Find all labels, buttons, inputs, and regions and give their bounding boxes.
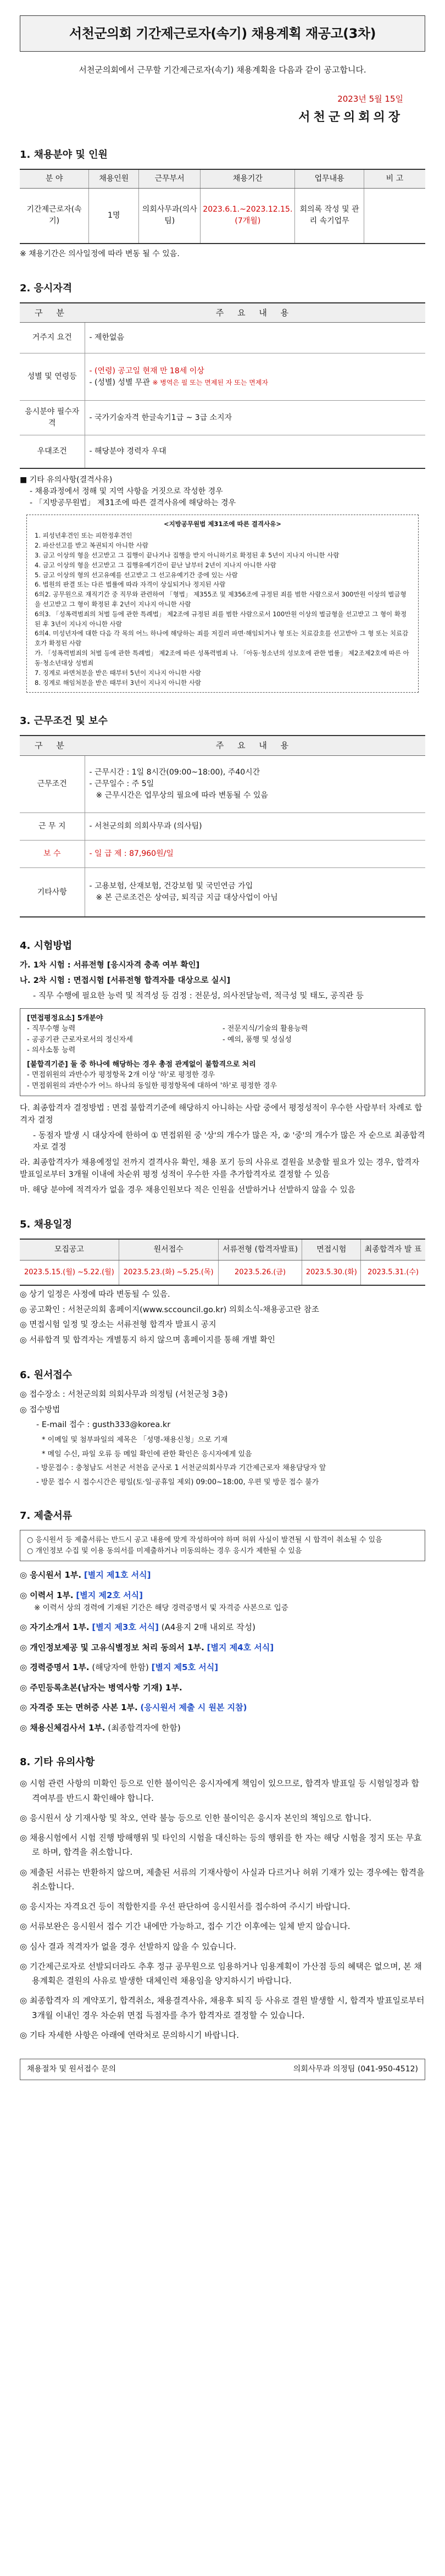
list-item: ◎ 기간제근로자로 선발되더라도 추후 정규 공무원으로 임용하거나 임용계획이 가산점 등의 혜택은 없으며, 본 채용계획은 결원의 사유로 발생한 대체인력 채용임을 양지하시기 바랍니다.	[20, 1961, 422, 1986]
list-item: * 이메일 및 첨부파일의 제목은 「성명-채용신청」으로 기재	[42, 1436, 228, 1445]
list-item: ◎ 심사 결과 적격자가 없을 경우 선발하지 않을 수 있습니다.	[20, 1941, 237, 1952]
section-notes	[20, 1755, 425, 2080]
table-cell: 2023.5.15.(월) ~5.22.(월)	[20, 1261, 119, 1285]
list-item: ◎ 최종합격자 의 계약포기, 합격취소, 채용결격사유, 채용후 퇴직 등 사유로 결원 발생할 시, 합격자 발표일로부터 3개월 이내인 경우 차순위 면접 득점자를 추가 합격자로 결정할 수 있습니다.	[20, 1995, 425, 2020]
documents-notice-box	[20, 1530, 425, 1561]
work-hours: - 근무시간 : 1일 8시간(09:00~18:00), 주40시간	[89, 767, 260, 777]
exam-step-5: 마. 해당 분야에 적격자가 없을 경우 채용인원보다 적은 인원을 선발하거나 선발하지 않을 수 있음	[20, 1185, 355, 1195]
insurance-line: - 고용보험, 산재보험, 건강보험 및 국민연금 가입	[89, 882, 253, 891]
list-item: 3. 금고 이상의 형을 선고받고 그 집행이 끝나거나 집행을 받지 아니하기로 확정된 후 5년이 지나지 아니한 사람	[35, 551, 340, 559]
list-item: ◎ 서류보완은 응시원서 접수 기간 내에만 가능하고, 접수 기간 이후에는 일체 받지 않습니다.	[20, 1921, 351, 1932]
list-item: - 방문 접수 시 접수시간은 평일(토·일·공휴일 제외) 09:00~18:00, 우편 및 방문 접수 불가	[36, 1478, 319, 1486]
work-note: ※ 근무시간은 업무상의 필요에 따라 변동될 수 있음	[96, 791, 268, 800]
document-item: ◎ 자격증 또는 면허증 사본 1부. (응시원서 제출 시 원본 지참)	[20, 1702, 247, 1713]
row-value: - 국가기술자격 한글속기1급 ~ 3급 소지자	[85, 401, 425, 435]
row-label: 근 무 지	[20, 812, 85, 840]
row-value	[85, 755, 425, 812]
table-header: 서류전형 (합격자발표)	[218, 1239, 302, 1261]
list-item: - 「지방공무원법」 제31조에 따른 결격사유에 해당하는 경우	[30, 498, 236, 507]
section-title: 4. 시험방법	[20, 940, 73, 952]
list-item: ◎ 기타 자세한 사항은 아래에 연락처로 문의하시기 바랍니다.	[20, 2030, 239, 2040]
list-item: ○ 응시원서 등 제출서류는 반드시 공고 내용에 맞게 작성하여야 하며 허위 사실이 발견될 시 합격이 취소될 수 있음	[27, 1536, 382, 1545]
section-title: 1. 채용분야 및 인원	[20, 149, 108, 161]
application-method: ◎ 접수방법	[20, 1405, 60, 1414]
notes-heading: ■ 기타 유의사항(결격사유)	[20, 475, 113, 484]
intro-text: 서천군의회에서 근무할 기간제근로자(속기) 채용계획을 다음과 같이 공고합니다.	[79, 65, 366, 75]
row-label: 거주지 요건	[20, 323, 85, 353]
table-cell: 기간제근로자(속기)	[20, 189, 89, 244]
table-cell: 회의록 작성 및 관리 속기업무	[295, 189, 364, 244]
row-value: - 제한없음	[85, 323, 425, 353]
table-header: 최종합격자 발 표	[361, 1239, 425, 1261]
contact-phone: 의회사무과 의정팀 (041-950-4512)	[293, 2065, 418, 2074]
contact-label: 채용절차 및 원서접수 문의	[27, 2065, 116, 2074]
list-item: - 방문접수 : 충청남도 서천군 서천읍 군사로 1 서천군의회사무과 기간제근로자 채용담당자 앞	[36, 1464, 326, 1473]
section-exam	[20, 938, 425, 1196]
row-label: 근무조건	[20, 755, 85, 812]
list-item: ◎ 시험 관련 사항의 미확인 등으로 인한 불이익은 응시자에게 책임이 있으므로, 합격자 발표일 등 시험일정과 합격여부를 반드시 확인해야 합니다.	[20, 1778, 419, 1803]
section-schedule	[20, 1217, 425, 1347]
section-application	[20, 1368, 425, 1488]
table-header: 분 야	[20, 169, 89, 189]
section-title: 6. 원서접수	[20, 1369, 73, 1381]
row-value	[85, 353, 425, 401]
military-note: ※ 병역은 필 또는 면제된 자 또는 면제자	[152, 378, 269, 386]
table-cell	[364, 189, 425, 244]
list-item: ◎ 면접시험 일정 및 장소는 서류전형 합격자 발표시 공지	[20, 1320, 216, 1330]
list-item: - 채용과정에서 정해 및 지역 사항을 거짓으로 작성한 경우	[30, 487, 223, 496]
exam-step-3: 다. 최종합격자 결정방법 : 면접 불합격기준에 해당하지 아니하는 사람 중에서 평정성적이 우수한 사람부터 차례로 합격자 결정	[20, 1104, 422, 1125]
table-header: 근무부서	[139, 169, 201, 189]
section-title: 8. 기타 유의사항	[20, 1756, 95, 1768]
table-header: 채용인원	[89, 169, 139, 189]
row-value: - 일 급 제 : 87,960원/일	[85, 840, 425, 867]
gender-requirement: - (성별) 성별 무관	[89, 378, 150, 387]
document-item: ◎ 이력서 1부. [별지 제2호 서식] ※ 이력서 상의 경력에 기재된 기간은 해당 경력증명서 및 자격증 사본으로 입증	[20, 1590, 288, 1613]
documents-list	[20, 1569, 425, 1734]
schedule-table	[20, 1239, 425, 1286]
work-days: - 근무일수 : 주 5일	[89, 779, 154, 788]
table-cell: 2023.5.31.(수)	[361, 1261, 425, 1285]
list-item: ◎ 서류합격 및 합격자는 개별통지 하지 않으며 홈페이지를 통해 개별 확인	[20, 1336, 275, 1345]
table-header: 주 요 내 용	[85, 303, 425, 323]
disqualification-box	[26, 515, 419, 693]
section-title: 3. 근무조건 및 보수	[20, 715, 108, 727]
email-line: - E-mail 접수 : gusth333@korea.kr	[36, 1420, 171, 1430]
section-documents	[20, 1508, 425, 1734]
exam-step-1: 가. 1차 시험 : 서류전형 [응시자격 충족 여부 확인]	[20, 961, 200, 970]
interview-criteria-box	[20, 1008, 425, 1097]
qualification-table	[20, 302, 425, 469]
table-cell: 2023.5.26.(금)	[218, 1261, 302, 1285]
document-item: ◎ 개인정보제공 및 고유식별정보 처리 동의서 1부. [별지 제4호 서식]	[20, 1642, 274, 1652]
page-title: 서천군의회 기간제근로자(속기) 채용계획 재공고(3차)	[20, 15, 425, 52]
document-item: ◎ 경력증명서 1부. (해당자에 한함) [별지 제5호 서식]	[20, 1662, 219, 1673]
list-item: 가. 「성폭력범죄의 처벌 등에 관한 특례법」 제2조에 따른 성폭력범죄 나. 「아동·청소년의 성보호에 관한 법률」 제2조제2호에 따른 아동·청소년대상 성범죄	[35, 649, 409, 667]
box-title: <지방공무원법 제31조에 따른 결격사유>	[164, 519, 281, 528]
table-header: 구 분	[20, 736, 85, 755]
row-value	[85, 867, 425, 917]
criteria-row: - 의사소통 능력	[27, 1046, 76, 1055]
list-item: 8. 징계로 해임처분을 받은 때부터 3년이 지나지 아니한 사람	[35, 678, 202, 687]
table-cell: 2023.5.30.(화)	[302, 1261, 361, 1285]
row-value: - 서천군의회 의회사무과 (의사팀)	[85, 812, 425, 840]
criteria-heading: [면접평정요소] 5개분야	[27, 1014, 103, 1022]
application-place: ◎ 접수장소 : 서천군의회 의회사무과 의정팀 (서천군청 3층)	[20, 1390, 228, 1399]
fail-criterion: - 면접위원의 과반수가 어느 하나의 동일한 평정항목에 대하여 '하'로 평정한 경우	[27, 1081, 277, 1090]
list-item: 6의3. 「성폭력범죄의 처벌 등에 관한 특례법」 제2조에 규정된 죄를 범한 사람으로서 100만원 이상의 벌금형을 선고받고 그 형이 확정된 후 3년이 지나지 아니한 사람	[35, 610, 407, 628]
section-recruitment	[20, 147, 425, 260]
section-qualifications	[20, 281, 425, 693]
fail-criterion: - 면접위원의 과반수가 평정항목 2개 이상 '하'로 평정한 경우	[27, 1071, 215, 1080]
contact-box	[20, 2059, 425, 2080]
criteria-row: - 직무수행 능력 - 전문지식/기술의 활용능력	[27, 1025, 308, 1033]
exam-step-4: 라. 최종합격자가 채용예정일 전까지 결격사유 확인, 채용 포기 등의 사유로 결원을 보충할 필요가 있는 경우, 합격자 발표일로부터 3개월 이내에 차순위 평정 성적이 우수한 자를 추가합격자로 결정할 수 있음	[20, 1158, 420, 1179]
row-label: 성별 및 연령등	[20, 353, 85, 401]
row-label: 우대조건	[20, 435, 85, 468]
list-item: ◎ 응시원서 상 기재사항 및 착오, 연락 불능 등으로 인한 불이익은 응시자 본인의 책임으로 합니다.	[20, 1812, 372, 1823]
list-item: 1. 피성년후견인 또는 피한정후견인	[35, 532, 132, 540]
table-header: 면접시험	[302, 1239, 361, 1261]
table-header: 업무내용	[295, 169, 364, 189]
list-item: ◎ 공고확인 : 서천군의회 홈페이지(www.sccouncil.go.kr) 의회소식-채용공고란 참조	[20, 1305, 319, 1314]
table-cell: 2023.5.23.(화) ~5.25.(목)	[119, 1261, 218, 1285]
list-item: 2. 파산선고를 받고 복권되지 아니한 사람	[35, 541, 148, 550]
table-header: 채용기간	[201, 169, 295, 189]
list-item: 6의2. 공무원으로 재직기간 중 직무와 관련하여 「형법」 제355조 및 제356조에 규정된 죄를 범한 사람으로서 300만원 이상의 벌금형을 선고받고 그 형이 확정된 후 2년이 지나지 아니한 사람	[35, 590, 407, 608]
criteria-row: - 공공기관 근로자로서의 정신자세 - 예의, 품행 및 성실성	[27, 1035, 292, 1044]
list-item: ◎ 채용시험에서 시험 진행 방해행위 및 타인의 시험을 대신하는 등의 행위를 한 자는 해당 시험을 정지 또는 무효로 하며, 합격을 취소합니다.	[20, 1833, 422, 1858]
list-item: * 메일 수신, 파일 오류 등 메일 확인에 관한 확인은 응시자에게 있음	[42, 1450, 252, 1458]
bonus-note: ※ 본 근로조건은 상여금, 퇴직금 지급 대상사업이 아님	[96, 893, 278, 903]
row-label: 보 수	[20, 840, 85, 867]
table-header: 구 분	[20, 303, 85, 323]
table-header: 비 고	[364, 169, 425, 189]
table-header: 주 요 내 용	[85, 736, 425, 755]
list-item: 6. 법원의 판결 또는 다른 법률에 따라 자격이 상실되거나 정지된 사람	[35, 581, 226, 589]
list-item: ◎ 제출된 서류는 반환하지 않으며, 제출된 서류의 기재사항이 사실과 다르거나 허위 기재가 있는 경우에는 합격을 취소합니다.	[20, 1867, 425, 1892]
list-item: 5. 금고 이상의 형의 선고유예를 선고받고 그 선고유예기간 중에 있는 사람	[35, 571, 238, 579]
table-cell: 의회사무과(의사팀)	[139, 189, 201, 244]
age-requirement: - (연령) 공고일 현재 만 18세 이상	[89, 366, 204, 375]
recruitment-table	[20, 169, 425, 244]
notice-date: 2023년 5월 15일	[337, 93, 403, 104]
table-cell: 2023.6.1.~2023.12.15.(7개월)	[201, 189, 295, 244]
list-item: 6의4. 미성년자에 대한 다음 각 목의 어느 하나에 해당하는 죄를 저질러 파면·해임되거나 형 또는 치료감호를 선고받아 그 형 또는 치료감호가 확정된 사람	[35, 629, 409, 648]
table-header: 원서접수	[119, 1239, 218, 1261]
list-item: 7. 징계로 파면처분을 받은 때부터 5년이 지나지 아니한 사람	[35, 668, 202, 677]
conditions-table	[20, 735, 425, 917]
fail-criteria-heading: [불합격기준] 둘 중 하나에 해당하는 경우 총점 관계없이 불합격으로 처리	[27, 1060, 256, 1069]
document-item: ◎ 채용신체검사서 1부. (최종합격자에 한함)	[20, 1722, 181, 1733]
signer: 서천군의회의장	[298, 110, 403, 124]
row-value: - 해당분야 경력자 우대	[85, 435, 425, 468]
row-label: 응시분야 필수자격	[20, 401, 85, 435]
list-item: ○ 개인정보 수집 및 이용 동의서를 미제출하거나 미동의하는 경우 응시가 제한될 수 있음	[27, 1546, 302, 1555]
exam-step-2-detail: - 직무 수행에 필요한 능력 및 적격성 등 검정 : 전문성, 의사전달능력, 적극성 및 태도, 공직관 등	[33, 991, 364, 1000]
table-header: 모집공고	[20, 1239, 119, 1261]
disqualification-notes	[20, 474, 425, 509]
section-conditions	[20, 714, 425, 917]
row-label: 기타사항	[20, 867, 85, 917]
list-item: ◎ 응시자는 자격요건 등이 적합한지를 우선 판단하여 응시원서를 접수하여 주시기 바랍니다.	[20, 1901, 351, 1912]
document-item: ◎ 응시원서 1부. [별지 제1호 서식]	[20, 1570, 151, 1580]
document-item: ◎ 주민등록초본(남자는 병역사항 기재) 1부.	[20, 1682, 182, 1693]
note: ※ 채용기간은 의사일정에 따라 변동 될 수 있음.	[20, 249, 180, 258]
list-item: 4. 금고 이상의 형을 선고받고 그 집행유예기간이 끝난 날부터 2년이 지나지 아니한 사람	[35, 561, 276, 569]
section-title: 7. 제출서류	[20, 1510, 73, 1522]
table-cell: 1명	[89, 189, 139, 244]
section-title: 2. 응시자격	[20, 282, 73, 294]
document-item: ◎ 자기소개서 1부. [별지 제3호 서식] (A4용지 2매 내외로 작성)	[20, 1622, 255, 1633]
list-item: ◎ 상기 일정은 사정에 따라 변동될 수 있음.	[20, 1290, 170, 1299]
exam-step-3-detail: - 동점자 발생 시 대상자에 한하여 ① 면접위원 중 '상'의 개수가 많은 자, ② '중'의 개수가 많은 자 순으로 최종합격자로 결정	[33, 1131, 425, 1152]
exam-step-2: 나. 2차 시험 : 면접시험 [서류전형 합격자를 대상으로 실시]	[20, 976, 231, 986]
section-title: 5. 채용일정	[20, 1219, 73, 1231]
